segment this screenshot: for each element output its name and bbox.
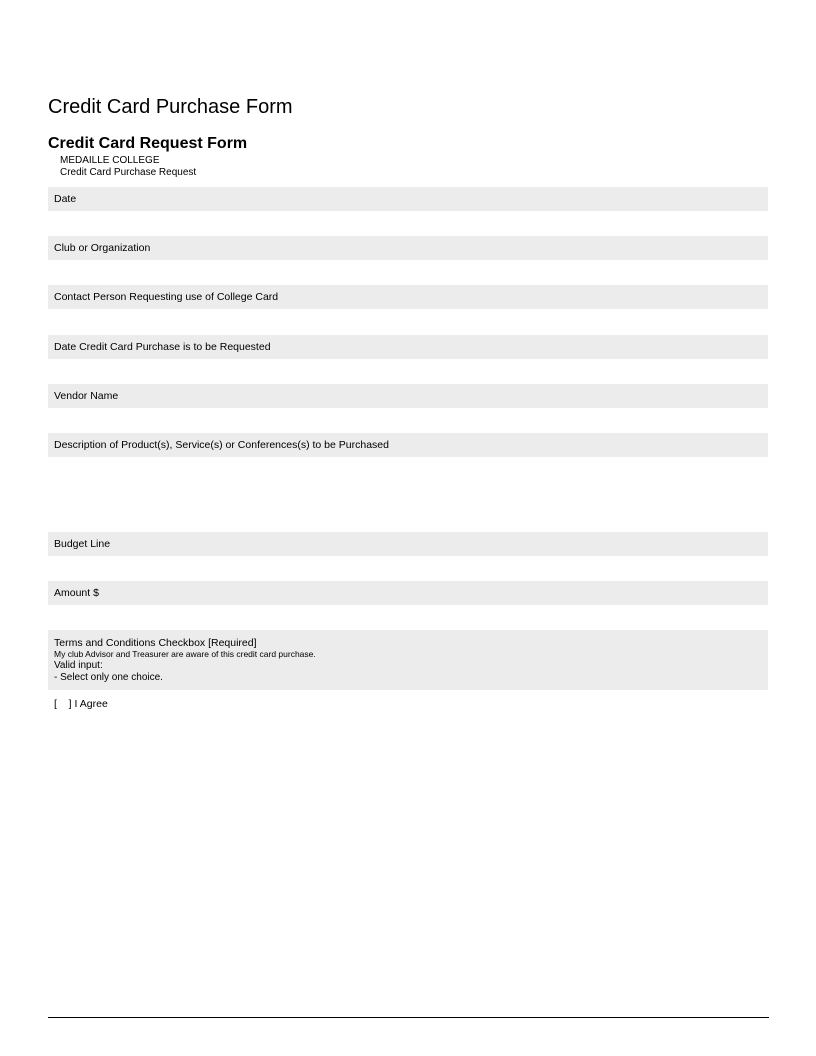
- form-subheading: Credit Card Purchase Request: [60, 167, 197, 178]
- contact-person-field-label: Contact Person Requesting use of College Card: [54, 291, 279, 303]
- description-field-label: Description of Product(s), Service(s) or Conferences(s) to be Purchased: [54, 439, 389, 451]
- terms-and-conditions-section: [48, 630, 768, 690]
- page-title: Credit Card Purchase Form: [48, 96, 293, 118]
- footer-divider: [48, 1017, 769, 1018]
- terms-text: My club Advisor and Treasurer are aware of this credit card purchase.: [54, 649, 316, 659]
- terms-title: Terms and Conditions Checkbox [Required]: [54, 637, 257, 649]
- i-agree-label: I Agree: [74, 698, 108, 710]
- i-agree-checkbox[interactable]: [54, 698, 108, 710]
- request-date-field[interactable]: [48, 335, 768, 359]
- date-field[interactable]: [48, 187, 768, 211]
- terms-valid-input-label: Valid input:: [54, 660, 103, 671]
- amount-field[interactable]: [48, 581, 768, 605]
- budget-line-field[interactable]: [48, 532, 768, 556]
- vendor-name-field[interactable]: [48, 384, 768, 408]
- contact-person-field[interactable]: [48, 285, 768, 309]
- budget-line-field-label: Budget Line: [54, 538, 111, 550]
- form-heading: Credit Card Request Form: [48, 135, 248, 152]
- club-organization-field-label: Club or Organization: [54, 242, 151, 254]
- organization-name: MEDAILLE COLLEGE: [60, 155, 160, 166]
- club-organization-field[interactable]: [48, 236, 768, 260]
- checkbox-icon[interactable]: [ ]: [54, 698, 72, 710]
- amount-field-label: Amount $: [54, 587, 99, 599]
- request-date-field-label: Date Credit Card Purchase is to be Requested: [54, 341, 271, 353]
- date-field-label: Date: [54, 193, 77, 205]
- vendor-name-field-label: Vendor Name: [54, 390, 119, 402]
- terms-valid-input-rule: - Select only one choice.: [54, 672, 163, 683]
- description-field[interactable]: [48, 433, 768, 457]
